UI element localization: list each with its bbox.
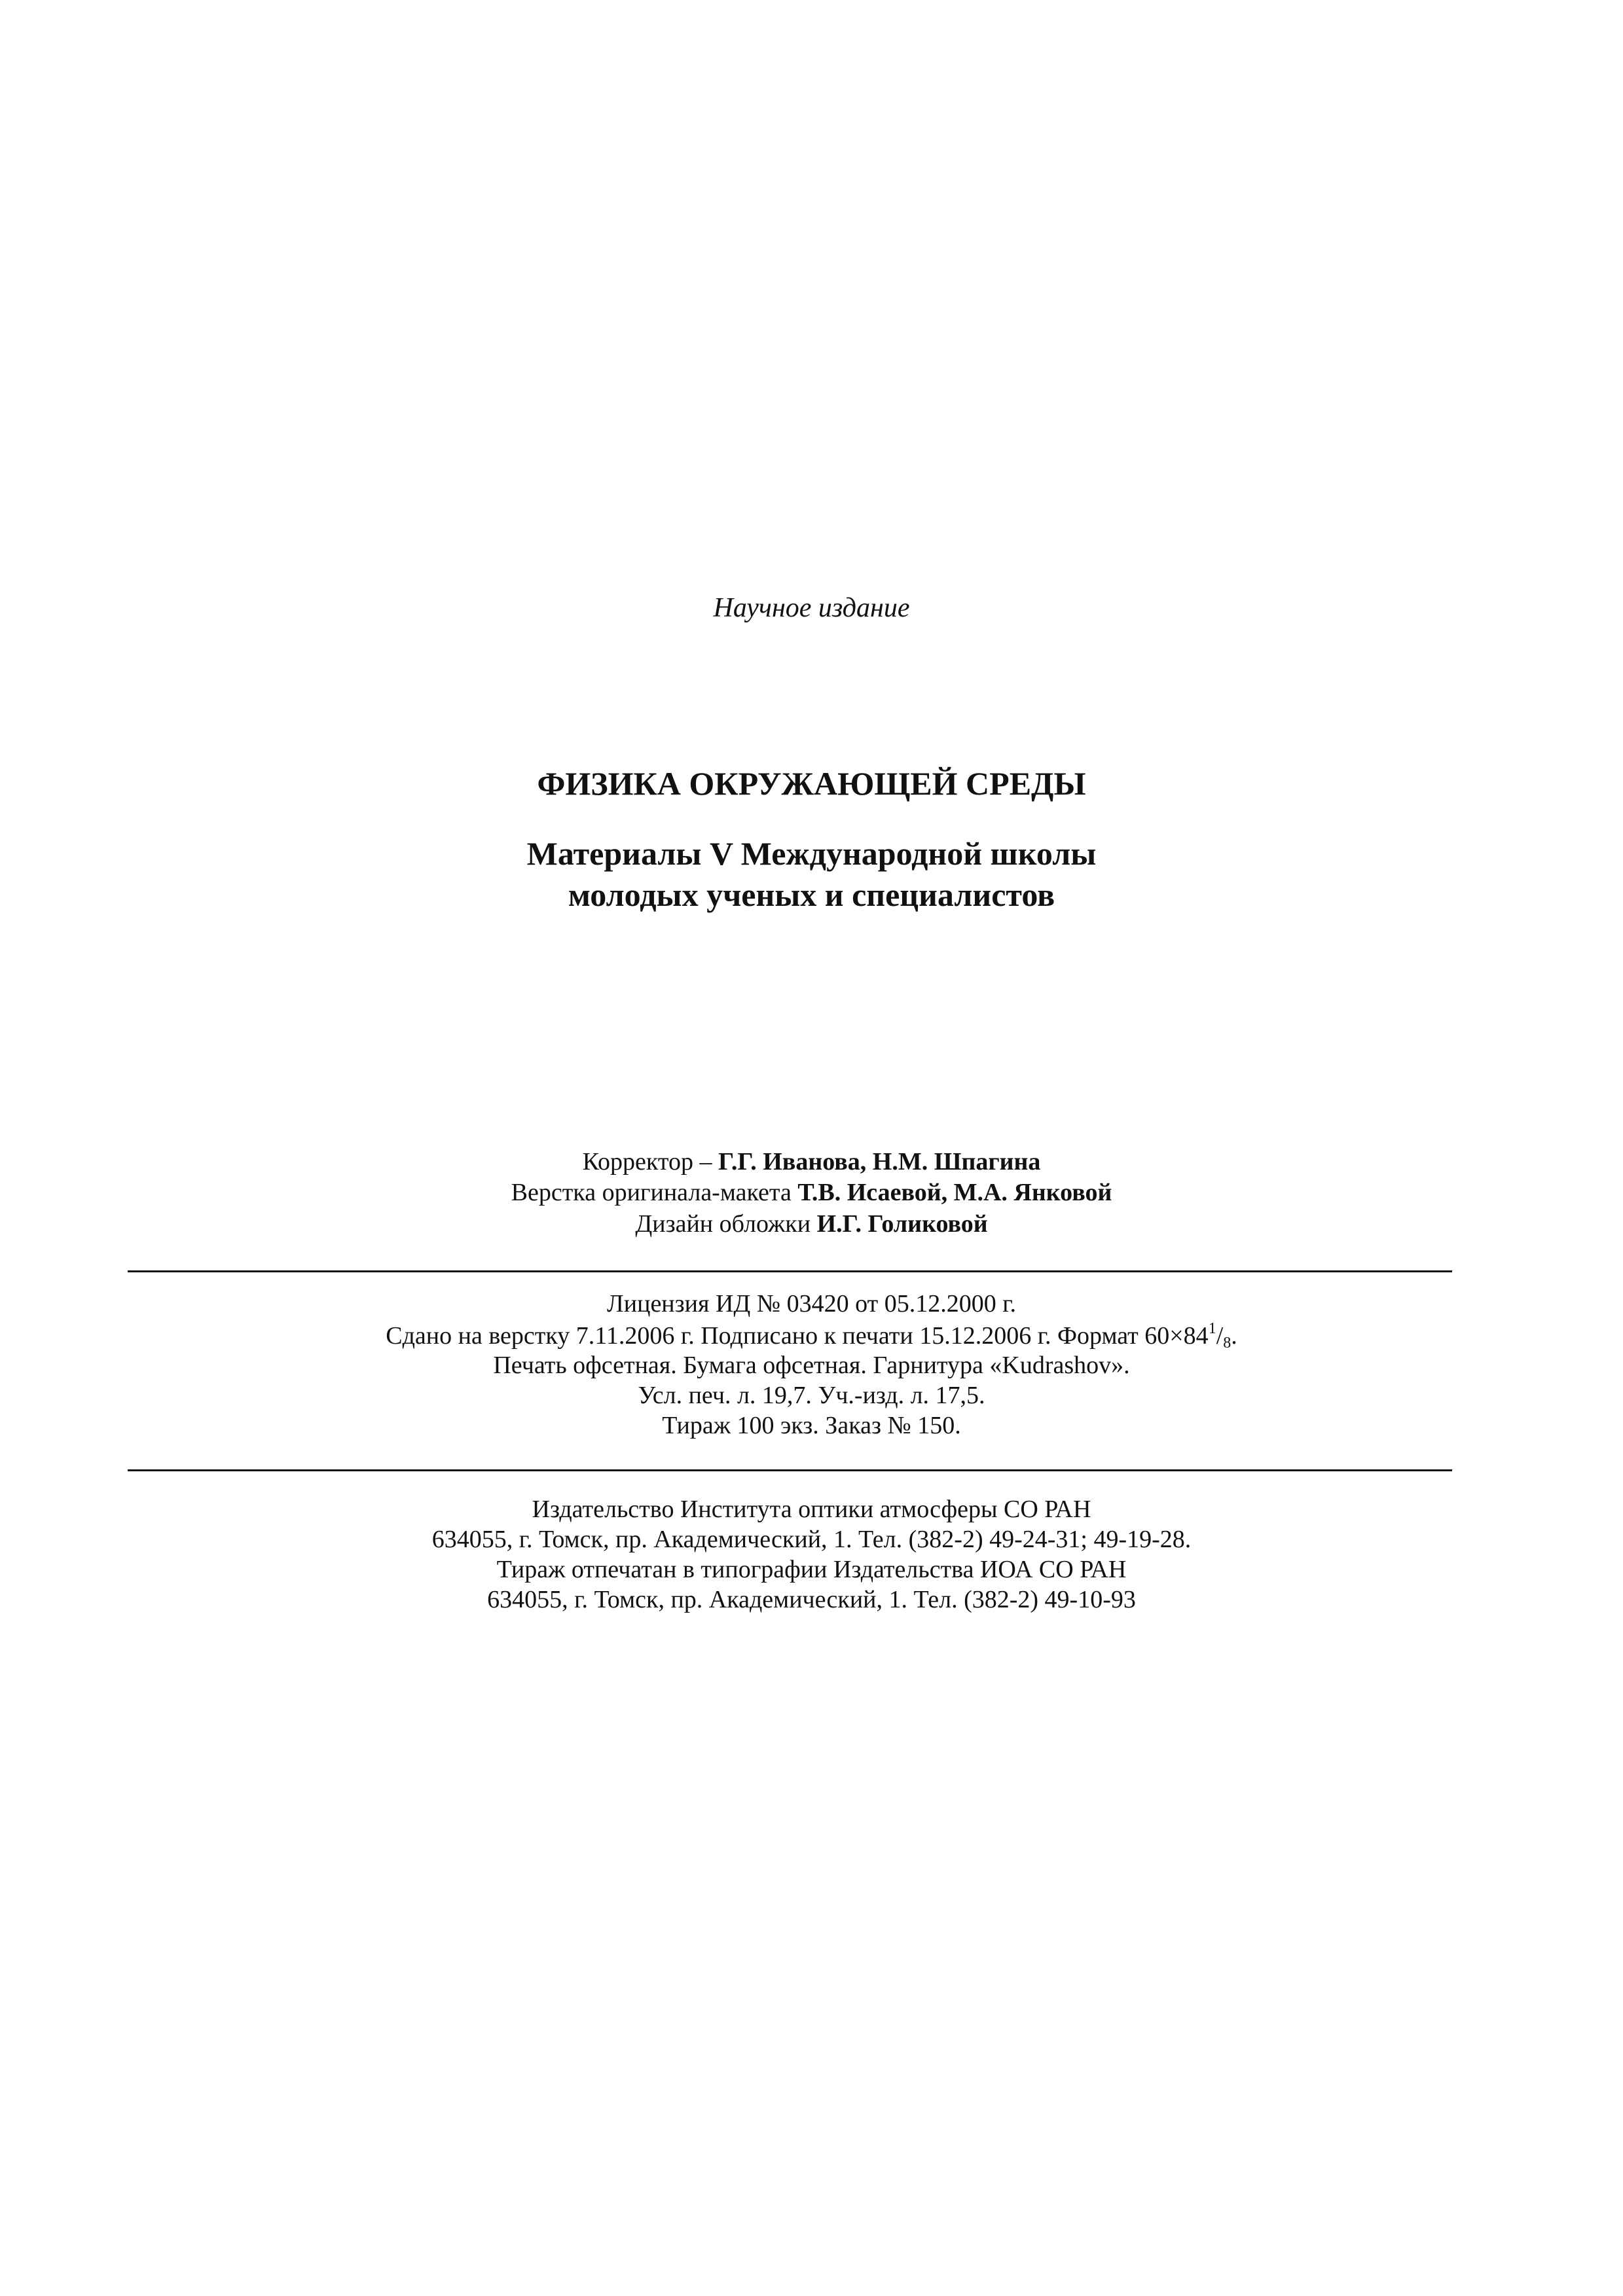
subtitle-line-1: Материалы V Международной школы [526, 835, 1097, 872]
dates-text: Сдано на верстку 7.11.2006 г. Подписано к печати 15.12.2006 г. Формат 60×84 [386, 1322, 1209, 1350]
subtitle-line-2: молодых ученых и специалистов [568, 876, 1055, 913]
corrector-label: Корректор – [582, 1148, 718, 1175]
circulation-line: Тираж 100 экз. Заказ № 150. [662, 1412, 961, 1439]
format-slash: / [1216, 1322, 1224, 1350]
layout-label: Верстка оригинала-макета [511, 1179, 798, 1206]
publisher-name: Издательство Института оптики атмосферы СО РАН [532, 1496, 1091, 1523]
print-paper-line: Печать офсетная. Бумага офсетная. Гарнитура «Kudrashov». [493, 1352, 1130, 1379]
cover-design-credit [0, 1210, 1623, 1238]
dates-end: . [1231, 1322, 1237, 1350]
publisher-address: 634055, г. Томск, пр. Академический, 1. Тел. (382-2) 49-24-31; 49-19-28. [431, 1526, 1192, 1553]
license-line: Лицензия ИД № 03420 от 05.12.2000 г. [607, 1290, 1016, 1318]
layout-names: Т.В. Исаевой, М.А. Янковой [797, 1179, 1112, 1206]
cover-label: Дизайн обложки [635, 1210, 817, 1238]
format-numerator: 1 [1208, 1320, 1216, 1337]
layout-credit [0, 1178, 1623, 1207]
book-title: ФИЗИКА ОКРУЖАЮЩЕЙ СРЕДЫ [537, 765, 1086, 802]
corrector-names: Г.Г. Иванова, Н.М. Шпагина [718, 1148, 1041, 1175]
divider-bottom [128, 1469, 1452, 1471]
format-denominator: 8 [1223, 1335, 1231, 1352]
edition-type: Научное издание [713, 593, 910, 623]
corrector-credit [0, 1147, 1623, 1176]
cover-names: И.Г. Голиковой [816, 1210, 988, 1238]
divider-top [128, 1270, 1452, 1272]
printer-address: 634055, г. Томск, пр. Академический, 1. Тел. (382-2) 49-10-93 [487, 1586, 1136, 1613]
dates-format-line [0, 1320, 1623, 1352]
printer-name: Тираж отпечатан в типографии Издательства ИОА СО РАН [496, 1556, 1127, 1583]
sheets-line: Усл. печ. л. 19,7. Уч.-изд. л. 17,5. [638, 1382, 985, 1409]
